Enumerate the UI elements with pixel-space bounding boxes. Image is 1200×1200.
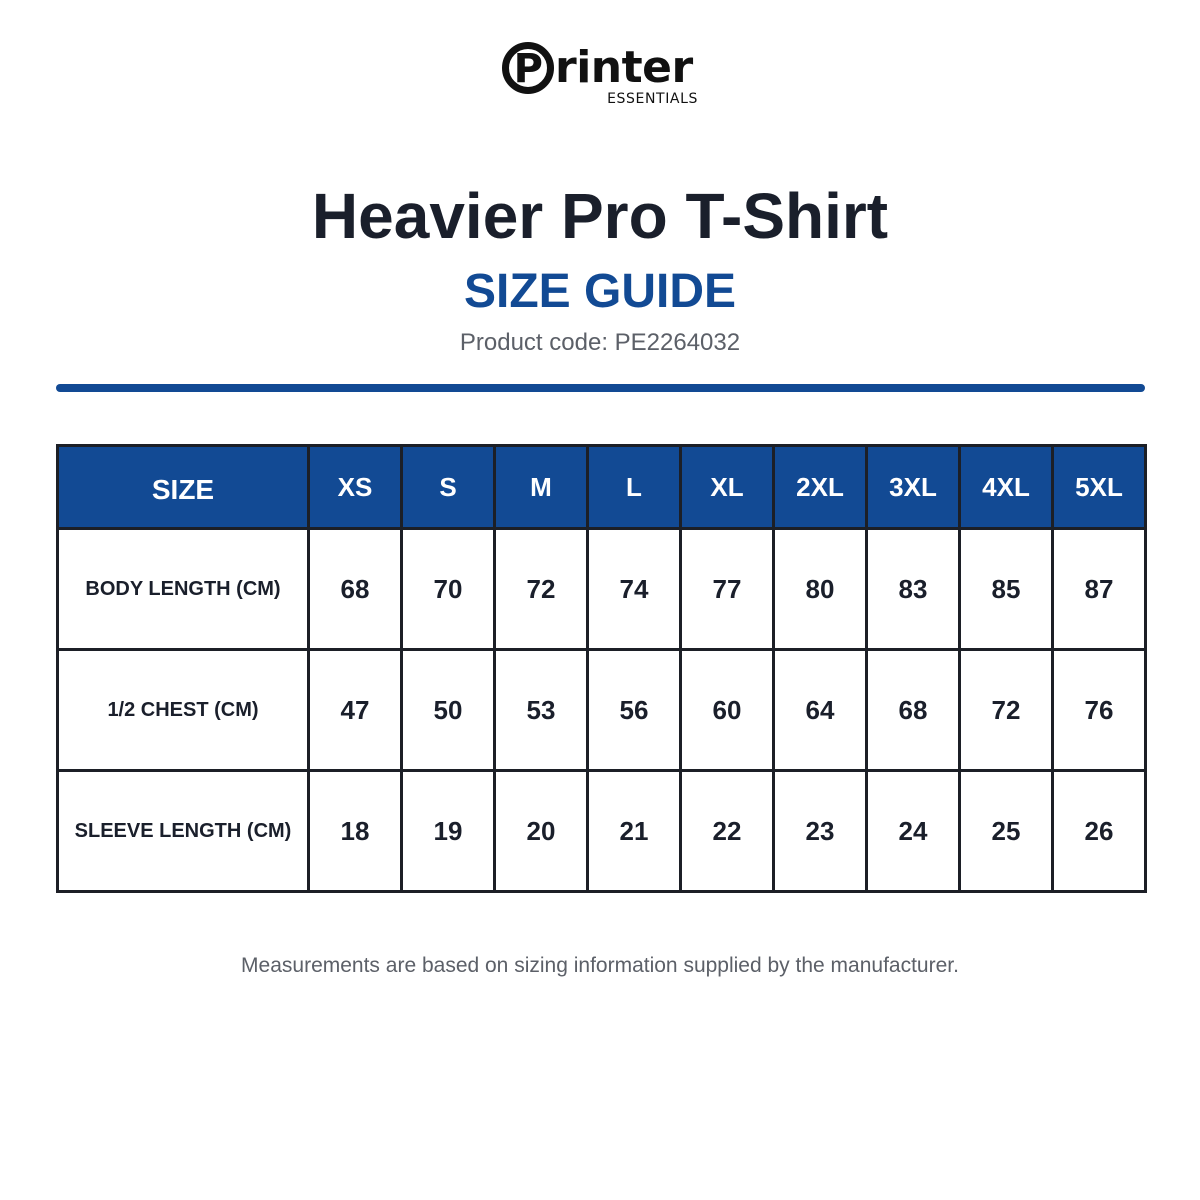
table-row	[58, 771, 1146, 892]
table-cell: 83	[867, 529, 960, 650]
header-divider	[56, 384, 1145, 392]
page-subtitle: SIZE GUIDE	[463, 265, 737, 318]
table-cell: 85	[960, 529, 1053, 650]
size-header-cell: 5XL	[1053, 446, 1146, 529]
size-header-cell: L	[588, 446, 681, 529]
table-cell: 87	[1053, 529, 1146, 650]
table-cell: 18	[309, 771, 402, 892]
table-cell: 22	[681, 771, 774, 892]
size-corner-label: SIZE	[58, 446, 309, 529]
table-cell: 68	[309, 529, 402, 650]
size-header-cell: XS	[309, 446, 402, 529]
row-label: SLEEVE LENGTH (CM)	[58, 771, 309, 892]
size-table	[56, 444, 1147, 893]
table-cell: 47	[309, 650, 402, 771]
table-cell: 80	[774, 529, 867, 650]
table-cell: 20	[495, 771, 588, 892]
table-cell: 70	[402, 529, 495, 650]
table-cell: 77	[681, 529, 774, 650]
table-cell: 64	[774, 650, 867, 771]
product-code: Product code: PE2264032	[459, 329, 741, 356]
brand-logo-word-rest: rinter	[555, 42, 693, 93]
table-cell: 19	[402, 771, 495, 892]
table-cell: 23	[774, 771, 867, 892]
brand-logo-initial: P	[513, 46, 543, 92]
brand-logo-subtitle: ESSENTIALS	[607, 91, 698, 107]
table-cell: 50	[402, 650, 495, 771]
table-cell: 74	[588, 529, 681, 650]
page-title: Heavier Pro T-Shirt	[311, 180, 889, 252]
size-header-cell: 3XL	[867, 446, 960, 529]
table-cell: 25	[960, 771, 1053, 892]
brand-logo-p-ring	[502, 42, 554, 94]
table-cell: 26	[1053, 771, 1146, 892]
row-label: 1/2 CHEST (CM)	[58, 650, 309, 771]
footnote: Measurements are based on sizing information supplied by the manufacturer.	[241, 954, 959, 977]
table-cell: 72	[960, 650, 1053, 771]
size-header-row	[58, 446, 1146, 529]
table-cell: 76	[1053, 650, 1146, 771]
brand-logo-wordmark	[502, 38, 693, 98]
size-header-cell: 2XL	[774, 446, 867, 529]
table-cell: 68	[867, 650, 960, 771]
table-row	[58, 529, 1146, 650]
table-cell: 53	[495, 650, 588, 771]
table-cell: 60	[681, 650, 774, 771]
table-row	[58, 650, 1146, 771]
table-cell: 72	[495, 529, 588, 650]
size-header-cell: M	[495, 446, 588, 529]
brand-logo	[502, 38, 702, 110]
size-header-cell: 4XL	[960, 446, 1053, 529]
size-header-cell: S	[402, 446, 495, 529]
table-cell: 21	[588, 771, 681, 892]
table-cell: 24	[867, 771, 960, 892]
table-cell: 56	[588, 650, 681, 771]
row-label: BODY LENGTH (CM)	[58, 529, 309, 650]
size-header-cell: XL	[681, 446, 774, 529]
